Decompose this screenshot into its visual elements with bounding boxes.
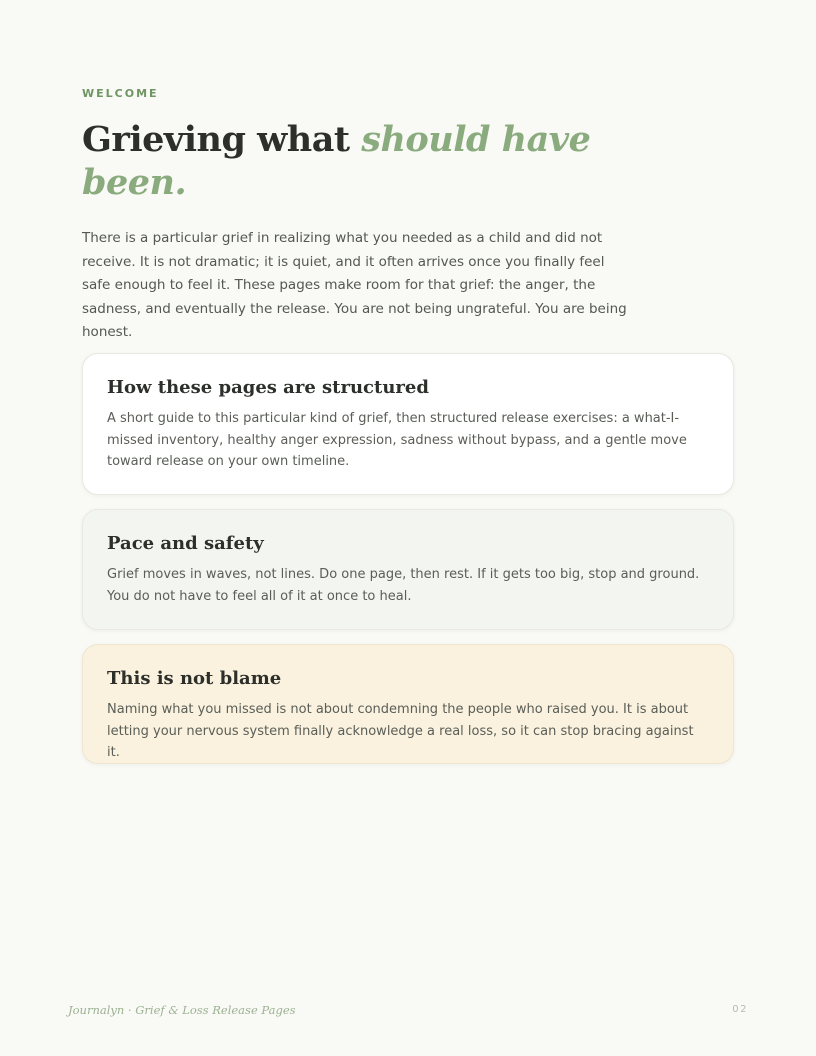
card-not-blame bbox=[82, 644, 734, 764]
page-title-main: Grieving what bbox=[82, 119, 362, 160]
card-body: Naming what you missed is not about condemning the people who raised you. It is about letting your nervous system finally acknowledge a real loss, so it can stop bracing against it. bbox=[107, 702, 694, 760]
page-title-accent: should have been. bbox=[82, 119, 591, 203]
page-title bbox=[82, 118, 602, 204]
card-body: A short guide to this particular kind of grief, then structured release exercises: a what-I-missed inventory, healthy anger expression, sadness without bypass, and a gentle move toward release on your own timeline. bbox=[107, 411, 687, 469]
card-title: How these pages are structured bbox=[107, 377, 429, 398]
card-structure bbox=[82, 353, 734, 495]
footer-brand: Journalyn · Grief & Loss Release Pages bbox=[68, 1003, 296, 1017]
page-number: 02 bbox=[732, 1004, 748, 1015]
card-title: This is not blame bbox=[107, 668, 282, 689]
card-body: Grief moves in waves, not lines. Do one page, then rest. If it gets too big, stop and ground. You do not have to feel all of it at once to heal. bbox=[107, 567, 700, 604]
card-title: Pace and safety bbox=[107, 533, 264, 554]
card-pace-safety bbox=[82, 509, 734, 630]
section-eyebrow: WELCOME bbox=[82, 87, 159, 100]
intro-paragraph: There is a particular grief in realizing what you needed as a child and did not receive. It is not dramatic; it is quiet, and it often arrives once you finally feel safe enough to feel it. These pages make room for that grief: the anger, the sadness, and eventually the release. You are not being ungrateful. You are being honest. bbox=[82, 230, 627, 340]
